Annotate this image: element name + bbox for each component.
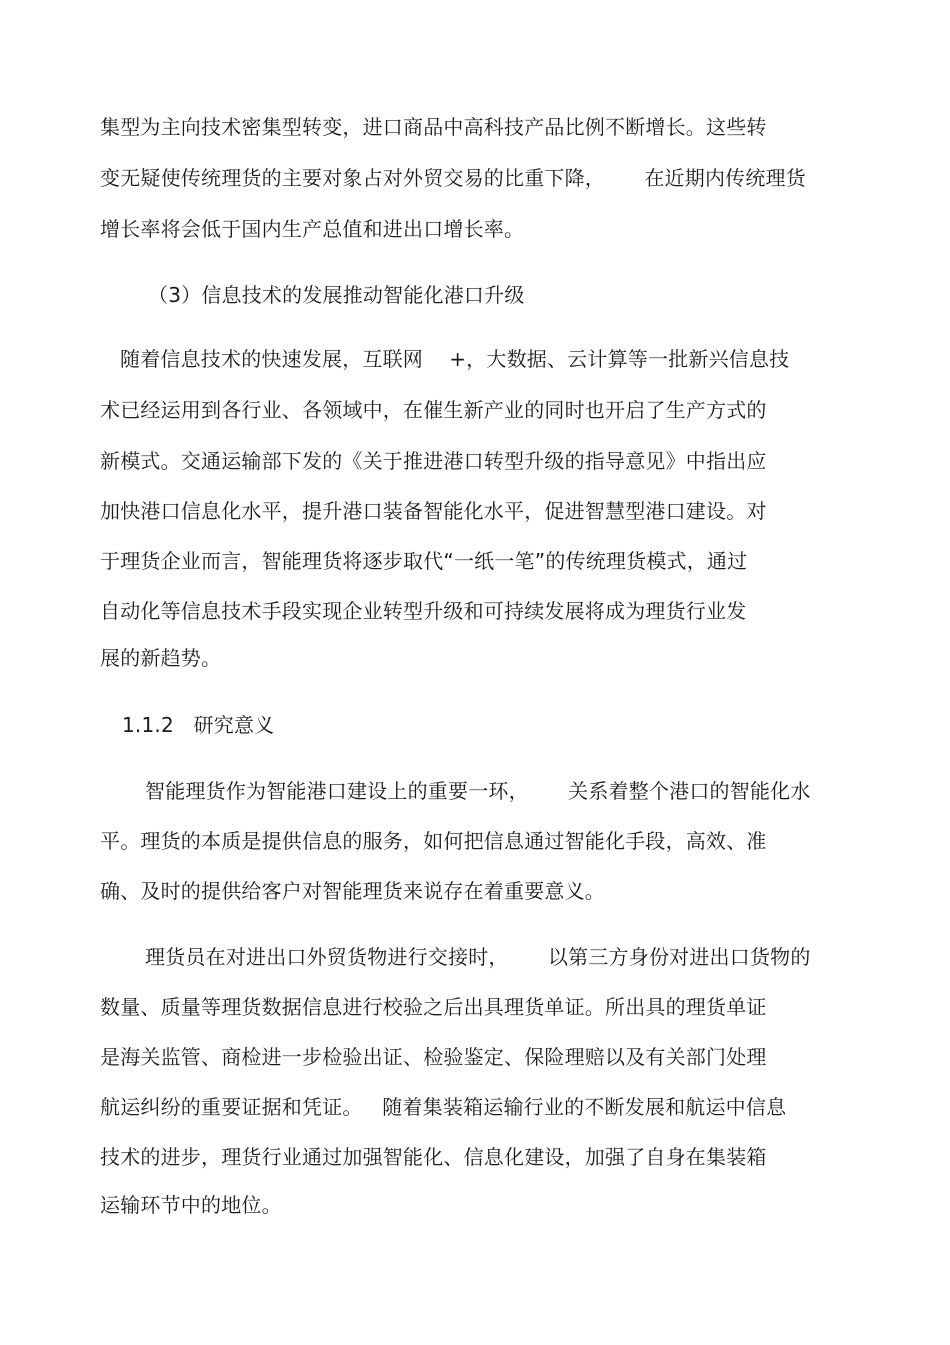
- subheading-info-tech: （3）信息技术的发展推动智能化港口升级: [148, 283, 525, 307]
- text-line: 自动化等信息技术手段实现企业转型升级和可持续发展将成为理货行业发: [100, 599, 747, 623]
- text-line: 术已经运用到各行业、各领域中，在催生新产业的同时也开启了生产方式的: [100, 398, 767, 422]
- text-line: 展的新趋势。: [100, 646, 222, 670]
- text-line: 数量、质量等理货数据信息进行校验之后出具理货单证。所出具的理货单证: [100, 995, 767, 1019]
- text-line: 增长率将会低于国内生产总值和进出口增长率。: [100, 217, 525, 241]
- text-line: 理货员在对进出口外贸货物进行交接时， 以第三方身份对进出口货物的: [145, 945, 811, 969]
- text-line: 集型为主向技术密集型转变，进口商品中高科技产品比例不断增长。这些转: [100, 115, 767, 139]
- text-line: 航运纠纷的重要证据和凭证。 随着集装箱运输行业的不断发展和航运中信息: [100, 1095, 787, 1119]
- text-line: 变无疑使传统理货的主要对象占对外贸交易的比重下降， 在近期内传统理货: [100, 166, 806, 190]
- text-line: 加快港口信息化水平，提升港口装备智能化水平，促进智慧型港口建设。对: [100, 499, 767, 523]
- text-line: 随着信息技术的快速发展，互联网 +，大数据、云计算等一批新兴信息技: [120, 347, 790, 371]
- text-line: 确、及时的提供给客户对智能理货来说存在着重要意义。: [100, 879, 605, 903]
- text-line: 于理货企业而言，智能理货将逐步取代“一纸一笔”的传统理货模式，通过: [100, 549, 748, 573]
- text-line: 新模式。交通运输部下发的《关于推进港口转型升级的指导意见》中指出应: [100, 449, 767, 473]
- text-line: 技术的进步，理货行业通过加强智能化、信息化建设，加强了自身在集装箱: [100, 1145, 767, 1169]
- text-line: 智能理货作为智能港口建设上的重要一环， 关系着整个港口的智能化水: [145, 779, 811, 803]
- section-heading-research-significance: 1.1.2 研究意义: [122, 713, 275, 737]
- text-line: 是海关监管、商检进一步检验出证、检验鉴定、保险理赔以及有关部门处理: [100, 1045, 767, 1069]
- text-line: 平。理货的本质是提供信息的服务，如何把信息通过智能化手段，高效、准: [100, 829, 767, 853]
- text-line: 运输环节中的地位。: [100, 1193, 282, 1217]
